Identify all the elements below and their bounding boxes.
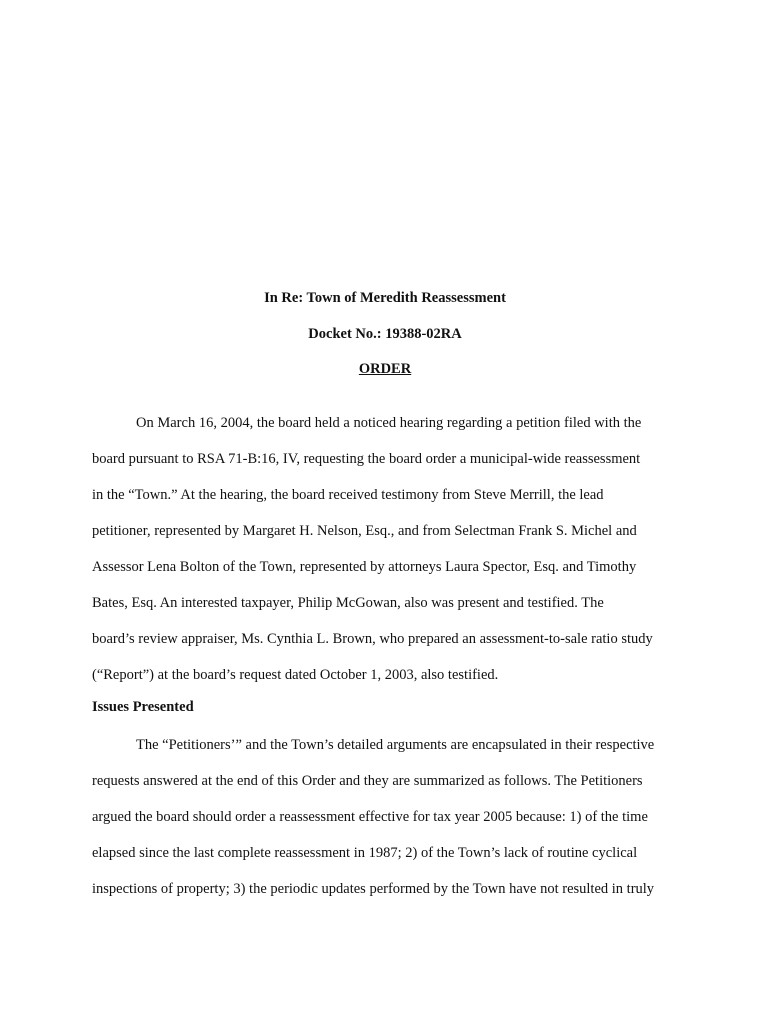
paragraph-line: requests answered at the end of this Order and they are summarized as follows. The Petitioners <box>92 773 643 789</box>
paragraph-line: elapsed since the last complete reassessment in 1987; 2) of the Town’s lack of routine cyclical <box>92 845 638 861</box>
paragraph-line: argued the board should order a reassessment effective for tax year 2005 because: 1) of the time <box>92 809 648 825</box>
docket-number: Docket No.: 19388-02RA <box>308 326 462 342</box>
paragraph-line: On March 16, 2004, the board held a noticed hearing regarding a petition filed with the <box>136 415 642 431</box>
case-title: In Re: Town of Meredith Reassessment <box>264 290 506 306</box>
paragraph-line: petitioner, represented by Margaret H. Nelson, Esq., and from Selectman Frank S. Michel and <box>92 523 637 539</box>
paragraph-line: inspections of property; 3) the periodic updates performed by the Town have not resulted in truly <box>92 881 655 897</box>
paragraph-line: (“Report”) at the board’s request dated October 1, 2003, also testified. <box>92 667 499 683</box>
paragraph-line: The “Petitioners’” and the Town’s detailed arguments are encapsulated in their respective <box>136 737 655 753</box>
paragraph-hearing <box>92 405 682 693</box>
section-heading-issues: Issues Presented <box>92 699 194 715</box>
paragraph-line: Bates, Esq. An interested taxpayer, Philip McGowan, also was present and testified. The <box>92 595 604 611</box>
paragraph-line: in the “Town.” At the hearing, the board received testimony from Steve Merrill, the lead <box>92 487 604 503</box>
order-heading: ORDER <box>358 361 412 377</box>
paragraph-line: board’s review appraiser, Ms. Cynthia L. Brown, who prepared an assessment-to-sale ratio study <box>92 631 653 647</box>
paragraph-line: Assessor Lena Bolton of the Town, represented by attorneys Laura Spector, Esq. and Timothy <box>92 559 637 575</box>
paragraph-line: board pursuant to RSA 71-B:16, IV, requesting the board order a municipal-wide reassessment <box>92 451 641 467</box>
paragraph-issues <box>92 727 682 907</box>
